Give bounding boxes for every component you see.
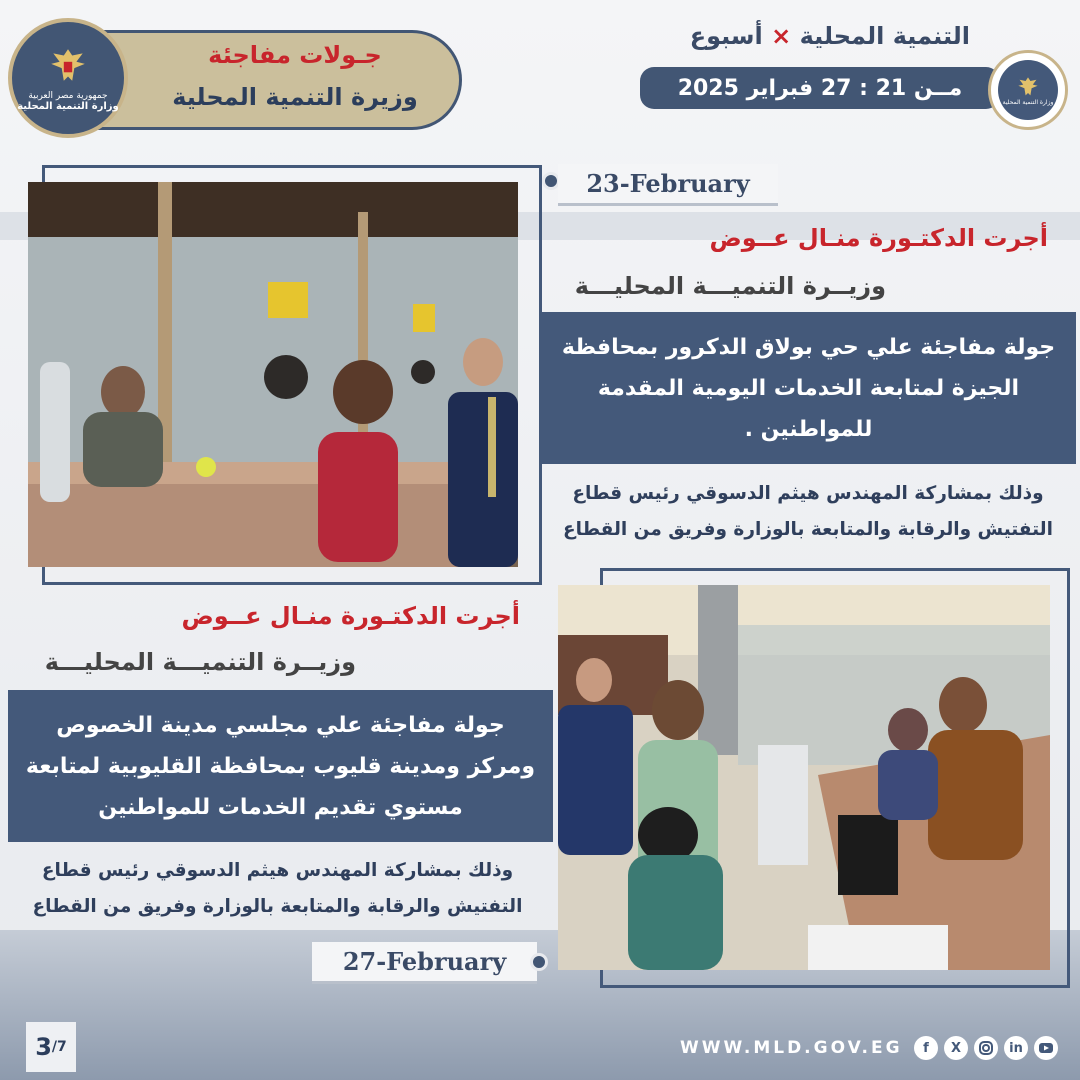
logo-left-line1: جمهورية مصر العربية — [28, 90, 108, 101]
section1-body-text: وذلك بمشاركة المهندس هيثم الدسوقي رئيس قطاع التفتيش والرقابة والمتابعة بالوزارة وفريق من القطاع — [563, 483, 1053, 540]
week-title — [680, 22, 970, 50]
section1-summary-box: جولة مفاجئة علي حي بولاق الدكرور بمحافظة الجيزة لمتابعة الخدمات اليومية المقدمة للمواطنين . — [541, 312, 1076, 464]
page-separator: / — [51, 1039, 58, 1055]
photo-minister-visit-1 — [28, 182, 518, 567]
section1-headline-navy: وزيــرة التنميـــة المحليـــة — [574, 272, 886, 300]
section2-headline-red: أجرت الدكتـورة منـال عــوض — [181, 602, 520, 630]
logo-left-line2: وزارة التنمية المحلية — [17, 100, 119, 112]
date-tag-27-february: 27-February — [312, 942, 537, 984]
eagle-icon — [47, 45, 89, 87]
facebook-icon[interactable]: f — [914, 1036, 938, 1060]
week-title-x: × — [771, 22, 792, 50]
date-tag-23-february: 23-February — [558, 164, 778, 206]
linkedin-icon[interactable]: in — [1004, 1036, 1028, 1060]
section2-summary-box: جولة مفاجئة علي مجلسي مدينة الخصوص ومركز ومدينة قليوب بمحافظة القليوبية لمتابعة مستوي تقديم الخدمات للمواطنين — [8, 690, 553, 842]
instagram-icon[interactable] — [974, 1036, 998, 1060]
week-title-part1: التنمية المحلية — [799, 22, 970, 50]
section2-body-text: وذلك بمشاركة المهندس هيثم الدسوقي رئيس قطاع التفتيش والرقابة والمتابعة بالوزارة وفريق من القطاع — [32, 860, 523, 917]
ministry-title: وزيرة التنمية المحلية — [172, 83, 418, 111]
website-link[interactable]: WWW.MLD.GOV.EG — [680, 1038, 903, 1058]
section2-headline-navy: وزيــرة التنميـــة المحليـــة — [44, 648, 356, 676]
page-total: 7 — [57, 1039, 67, 1055]
eagle-icon-small — [1016, 75, 1040, 99]
ministry-logo-right — [988, 50, 1068, 130]
section1-headline-red: أجرت الدكتـورة منـال عــوض — [709, 224, 1048, 252]
tour-title: جـولات مفاجئة — [208, 41, 382, 69]
page-current: 3 — [35, 1033, 52, 1061]
week-title-part2: أسبوع — [689, 22, 763, 50]
logo-right-text: وزارة التنمية المحلية — [1002, 98, 1054, 106]
ministry-logo-left — [8, 18, 128, 138]
x-icon[interactable]: X — [944, 1036, 968, 1060]
timeline-dot-2 — [530, 953, 548, 971]
date-range-bar: مــن 21 : 27 فبراير 2025 — [640, 67, 1000, 109]
page-indicator — [26, 1022, 76, 1072]
tour-title-pill — [80, 30, 462, 130]
social-icons — [914, 1036, 1064, 1062]
youtube-icon[interactable] — [1034, 1036, 1058, 1060]
photo-minister-visit-2 — [558, 585, 1050, 970]
